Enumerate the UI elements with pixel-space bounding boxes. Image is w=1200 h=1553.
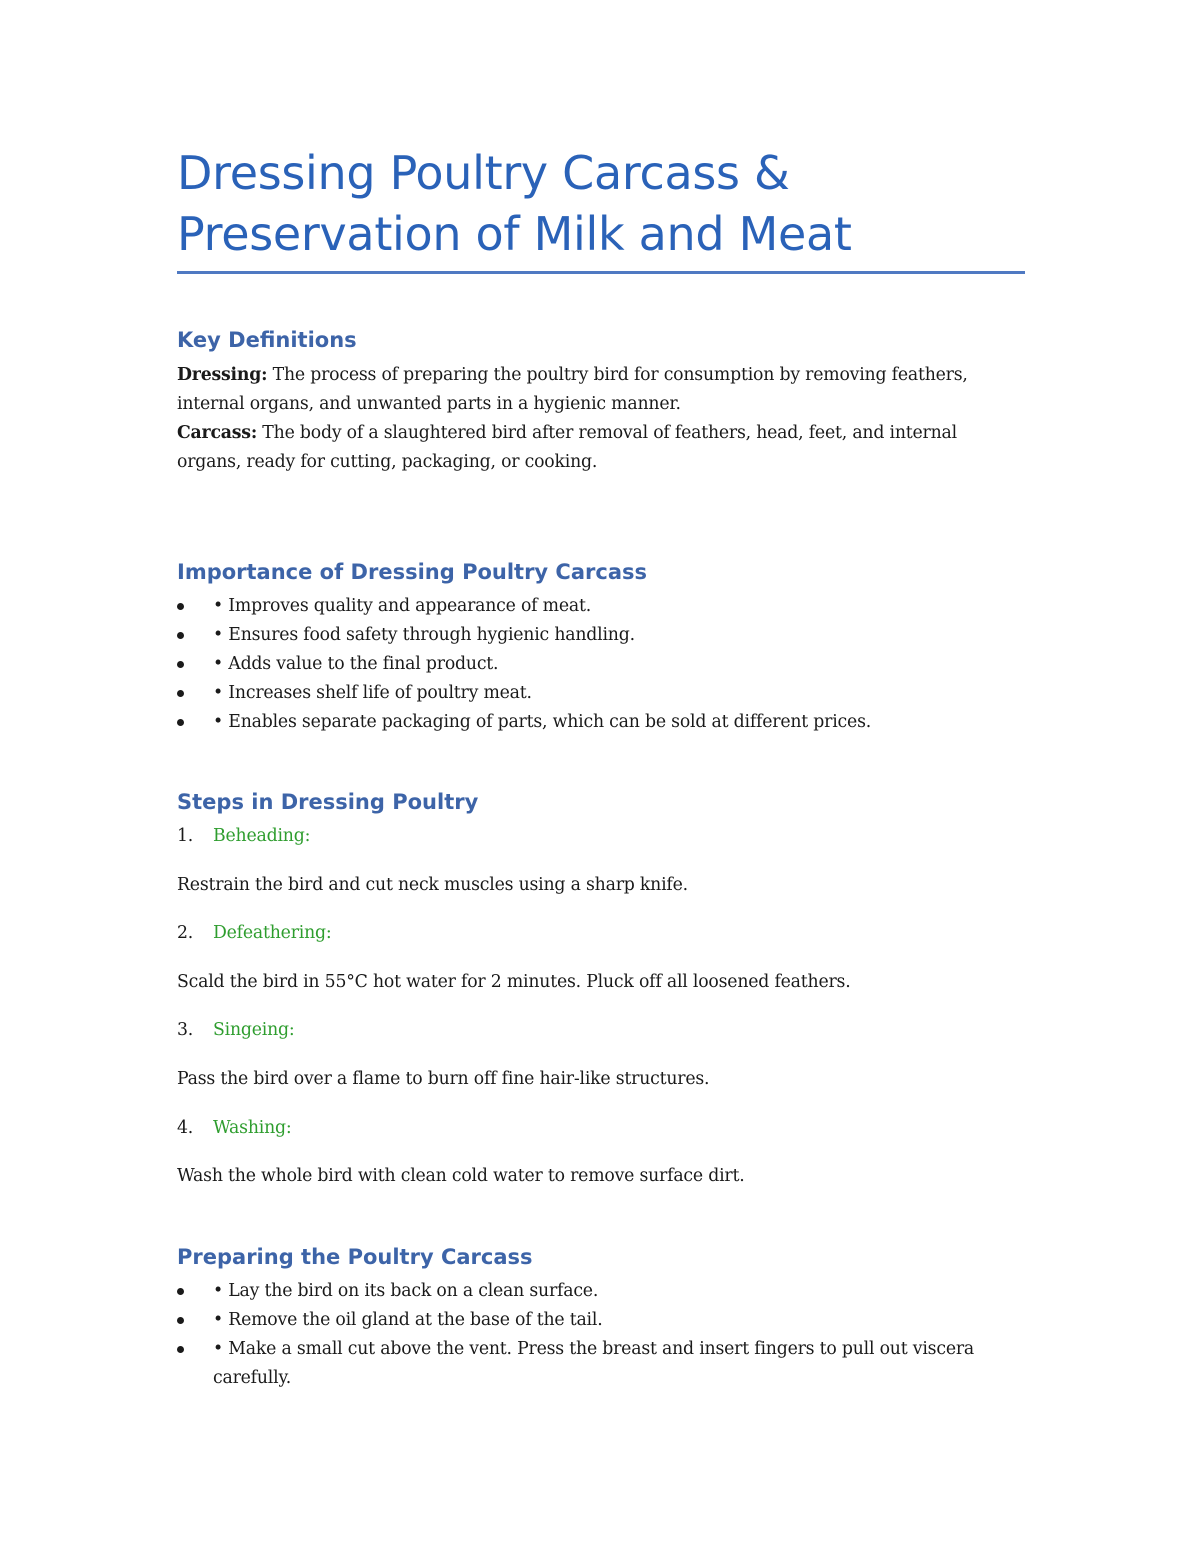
document-title: Dressing Poultry Carcass & Preservation of Milk and Meat (177, 146, 852, 261)
title-underline (177, 271, 1025, 274)
list-item (177, 592, 1025, 621)
bullet-icon (177, 632, 184, 639)
step-label: Beheading: (213, 826, 311, 846)
importance-heading: Importance of Dressing Poultry Carcass (177, 560, 647, 584)
list-item (177, 679, 1025, 708)
key-definitions-heading: Key Definitions (177, 328, 357, 352)
bullet-icon (177, 690, 184, 697)
list-item (177, 1335, 1025, 1393)
step-number: 2. (177, 923, 194, 943)
list-item-text: • Increases shelf life of poultry meat. (213, 683, 532, 703)
list-item (177, 708, 1025, 737)
list-item-text: • Enables separate packaging of parts, which can be sold at different prices. (213, 712, 872, 732)
list-item (177, 650, 1025, 679)
list-item (177, 1306, 1025, 1335)
importance-list (177, 592, 1025, 737)
list-item-text: • Adds value to the final product. (213, 654, 499, 674)
step-number: 1. (177, 826, 194, 846)
preparing-heading: Preparing the Poultry Carcass (177, 1245, 533, 1269)
step-title (177, 1114, 292, 1143)
definition-dressing (177, 361, 1025, 419)
bullet-icon (177, 1317, 184, 1324)
definition-term: Carcass: (177, 423, 258, 443)
list-item-text: • Lay the bird on its back on a clean surface. (213, 1281, 599, 1301)
definition-text: The body of a slaughtered bird after removal of feathers, head, feet, and internal organs, ready for cutting, packaging, or cooking. (177, 423, 957, 472)
step-description: Pass the bird over a flame to burn off fine hair-like structures. (177, 1069, 710, 1089)
step-description: Restrain the bird and cut neck muscles using a sharp knife. (177, 875, 688, 895)
step-title (177, 1016, 295, 1045)
step-label: Defeathering: (213, 923, 332, 943)
step-title (177, 919, 332, 948)
step-description: Scald the bird in 55°C hot water for 2 minutes. Pluck off all loosened feathers. (177, 972, 851, 992)
step-number: 3. (177, 1020, 194, 1040)
definition-text: The process of preparing the poultry bird for consumption by removing feathers, internal organs, and unwanted parts in a hygienic manner. (177, 365, 968, 414)
preparing-list (177, 1277, 1025, 1393)
bullet-icon (177, 1288, 184, 1295)
bullet-icon (177, 603, 184, 610)
step-description: Wash the whole bird with clean cold water to remove surface dirt. (177, 1166, 745, 1186)
step-label: Singeing: (213, 1020, 295, 1040)
definition-carcass (177, 419, 1025, 477)
step-number: 4. (177, 1118, 194, 1138)
bullet-icon (177, 661, 184, 668)
step-label: Washing: (213, 1118, 292, 1138)
steps-heading: Steps in Dressing Poultry (177, 790, 479, 814)
step-title (177, 822, 310, 851)
list-item (177, 621, 1025, 650)
list-item-text: • Remove the oil gland at the base of the tail. (213, 1310, 603, 1330)
list-item (177, 1277, 1025, 1306)
bullet-icon (177, 719, 184, 726)
bullet-icon (177, 1346, 184, 1353)
definition-term: Dressing: (177, 365, 268, 385)
list-item-text: • Ensures food safety through hygienic handling. (213, 625, 635, 645)
list-item-text: • Make a small cut above the vent. Press the breast and insert fingers to pull out viscera carefully. (213, 1339, 975, 1388)
list-item-text: • Improves quality and appearance of meat. (213, 596, 592, 616)
